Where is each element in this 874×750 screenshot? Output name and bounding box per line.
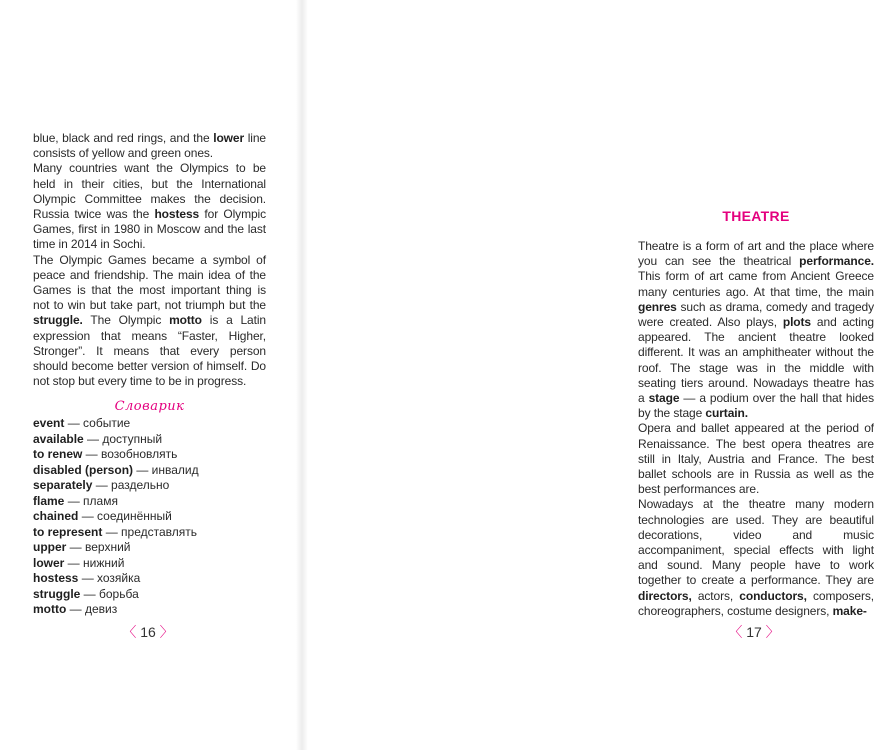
text-run: The Olympic (82, 313, 170, 328)
text-run: — a podium over the hall that hides by the stage (638, 391, 874, 421)
text-run: for Olympic Games, first in 1980 in Moscow and the last time in 2014 in Sochi. (33, 207, 267, 252)
vocabulary-item (33, 509, 266, 525)
vocabulary-translation: — инвалид (133, 462, 199, 477)
vocabulary-item (33, 602, 266, 618)
vocabulary-item (33, 447, 266, 463)
bracket-open: 〈 (728, 624, 743, 640)
text-run: Many countries want the Olympics to be held in their cities, but the International Olympic Committee makes the decision. Russia twice was the (33, 161, 266, 222)
vocabulary-term: motto (33, 602, 67, 616)
paragraph (638, 421, 874, 497)
vocabulary-translation: — раздельно (92, 478, 170, 492)
text-run: such as drama, comedy and tragedy were created. Also plays, (638, 299, 874, 330)
page-number-value: 16 (140, 624, 156, 640)
text-run: line consists of yellow and green ones. (33, 131, 266, 161)
left-page (0, 0, 300, 750)
bold-term: plots (782, 315, 812, 330)
vocabulary-translation: — представлять (102, 524, 197, 539)
right-page-body (638, 239, 874, 619)
vocabulary-term: flame (33, 493, 65, 508)
bold-term: make- (832, 603, 867, 618)
vocabulary-item (33, 432, 266, 448)
bold-term: stage (648, 391, 680, 406)
text-run: and acting appeared. The ancient theatre looked different. It was an amphitheater without the roof. The stage was in the middle with seating tiers around. Nowadays theatre has a (638, 315, 874, 406)
left-page-body (33, 131, 266, 389)
vocabulary-term: disabled (person) (33, 462, 134, 477)
right-page (300, 0, 874, 750)
vocabulary-item (33, 540, 266, 556)
vocabulary-term: available (33, 431, 84, 446)
text-run: This form of art came from Ancient Greece many centuries ago. At that time, the main (638, 269, 874, 299)
vocabulary-term: to renew (33, 447, 83, 461)
text-run: Theatre is a form of art and the place where you can see the theatrical (638, 239, 874, 269)
vocabulary-title: Словарик (114, 399, 185, 414)
text-run: composers, choreographers, costume designers, (638, 588, 874, 618)
text-run: blue, black and red rings, and the (33, 131, 214, 145)
bold-term: curtain. (705, 406, 748, 421)
bold-term: conductors, (739, 588, 807, 603)
vocabulary-translation: — хозяйка (78, 571, 141, 585)
vocabulary-term: event (33, 416, 65, 430)
page-number-left (118, 622, 178, 642)
vocabulary-term: upper (33, 540, 67, 554)
text-run: actors, (691, 588, 740, 603)
bold-term: directors, (638, 588, 692, 603)
vocabulary-item (33, 478, 266, 494)
vocabulary-translation: — соединённый (78, 509, 172, 523)
vocabulary-term: struggle (33, 586, 81, 601)
bold-term: genres (638, 299, 677, 314)
bold-term: motto (169, 313, 202, 328)
bracket-close: 〉 (159, 624, 174, 640)
paragraph (638, 239, 874, 421)
bold-term: performance. (799, 254, 874, 269)
vocabulary-translation: — событие (64, 416, 131, 430)
text-run: The Olympic Games became a symbol of peace and friendship. The main idea of the Games is that the most important thing is not to win but take part, not triumph but the (33, 252, 266, 313)
page-number-value: 17 (746, 624, 762, 640)
vocabulary-item (33, 463, 266, 479)
text-run: Opera and ballet appeared at the period of Renaissance. The best opera theatres are still in Italy, Austria and France. The best ballet schools are in Russia as well as the best performances are. (638, 421, 874, 497)
text-run: is a Latin expression that means “Faster, Higher, Stronger”. It means that every person should become better version of himself. Do not stop but every time to be in progress. (33, 313, 266, 389)
vocabulary-term: lower (33, 555, 65, 570)
vocabulary-term: to represent (33, 524, 103, 539)
vocabulary-item (33, 494, 266, 510)
vocabulary-translation: — верхний (66, 540, 131, 554)
vocabulary-translation: — девиз (66, 602, 118, 616)
vocabulary-translation: — нижний (64, 555, 125, 570)
vocabulary-translation: — борьба (80, 586, 139, 601)
vocabulary-item (33, 571, 266, 587)
bracket-close: 〉 (765, 624, 780, 640)
vocabulary-term: separately (33, 478, 93, 492)
page-number-right (724, 622, 784, 642)
paragraph (33, 253, 266, 390)
bold-term: lower (213, 131, 245, 145)
vocabulary-item (33, 416, 266, 432)
vocabulary-item (33, 556, 266, 572)
bold-term: hostess (154, 207, 200, 222)
vocabulary-translation: — доступный (83, 431, 163, 446)
bracket-open: 〈 (122, 624, 137, 640)
paragraph (33, 131, 266, 161)
vocabulary-translation: — возобновлять (82, 447, 178, 461)
page-title: THEATRE (722, 208, 790, 224)
vocabulary-item (33, 525, 266, 541)
vocabulary-term: chained (33, 509, 79, 523)
vocabulary-list (33, 416, 266, 618)
text-run: Nowadays at the theatre many modern technologies are used. They are beautiful decorations, video and music accompaniment, special effects with light and sound. Many people have to work together to create a performance. They are (638, 497, 874, 588)
vocabulary-translation: — пламя (64, 493, 118, 508)
paragraph (638, 497, 874, 619)
paragraph (33, 161, 266, 252)
vocabulary-term: hostess (33, 571, 79, 585)
vocabulary-item (33, 587, 266, 603)
bold-term: struggle. (33, 313, 83, 328)
